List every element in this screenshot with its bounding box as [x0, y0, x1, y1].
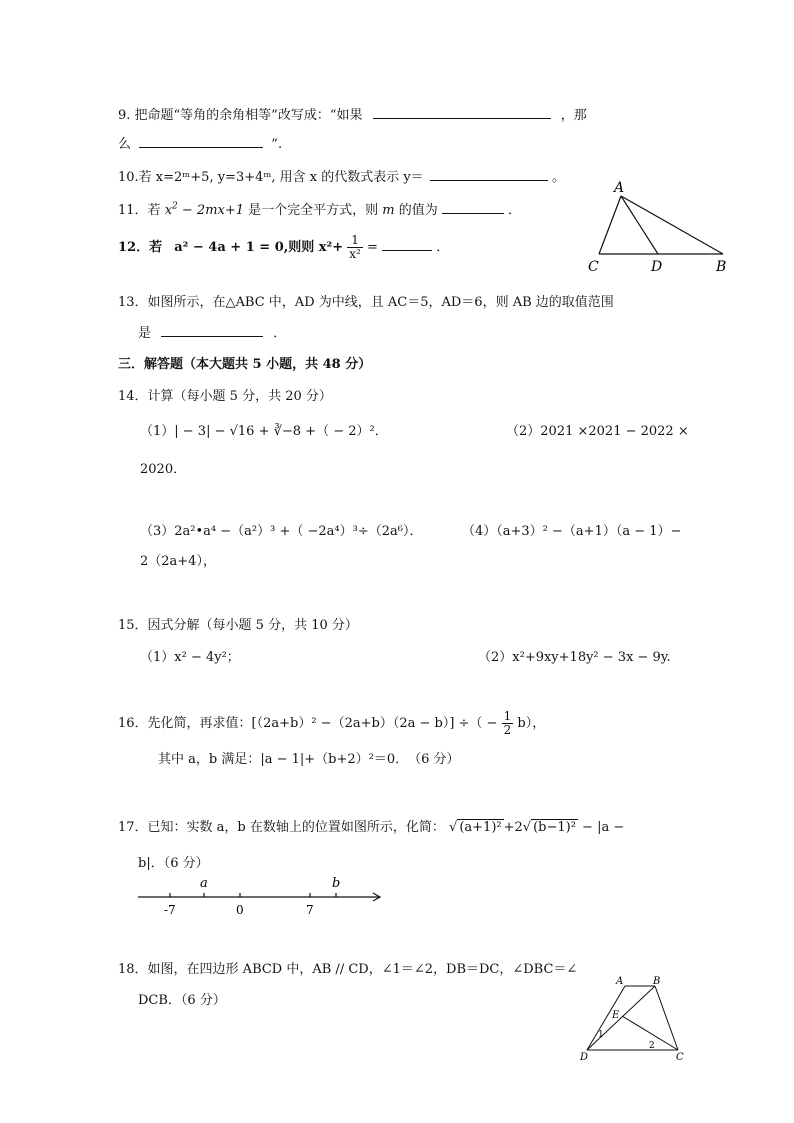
q14-part-2-cont: 2020． [140, 462, 187, 477]
quad-label-e: E [612, 1010, 620, 1021]
q16-condition: 其中 a，b 满足：|a − 1|+（b+2）²＝0． （6 分） [158, 752, 460, 767]
q16-fraction [502, 710, 514, 737]
q14-title: 14．计算（每小题 5 分，共 20 分） [118, 389, 332, 404]
q12-expr: a² − 4a + 1 = 0,则则 x²+ [174, 240, 344, 255]
number-line [134, 874, 386, 920]
section-3-heading: 三．解答题（本大题共 5 小题，共 48 分） [118, 357, 372, 372]
q11-prefix: 11．若 [118, 203, 165, 218]
number-line-label-0: 0 [236, 903, 244, 917]
quad-label-d: D [580, 1052, 589, 1063]
quadrilateral-figure [576, 972, 698, 1064]
q11-end: ． [508, 203, 522, 218]
q14-part-3: （3）2a²•a⁴ −（a²）³ +（ −2a⁴）³÷（2a⁶）． [140, 524, 423, 539]
triangle-figure [585, 178, 735, 276]
q16-frac-num: 1 [503, 709, 512, 723]
label-c: C [588, 259, 599, 275]
q14-part-4-cont: 2（2a+4）， [140, 554, 216, 569]
number-line-label-b: b [332, 876, 341, 891]
question-18: 18．如图，在四边形 ABCD 中，AB // CD，∠1＝∠2，DB＝DC，∠DBC＝∠ [118, 962, 578, 977]
q12-fraction [347, 234, 363, 261]
quad-label-angle-1: 1 [598, 1030, 604, 1040]
quad-diagonal-db [587, 986, 655, 1050]
q12-frac-num: 1 [347, 234, 363, 248]
q15-title: 15．因式分解（每小题 5 分，共 10 分） [118, 618, 358, 633]
question-13-cont [138, 322, 286, 341]
quad-label-c: C [676, 1052, 684, 1063]
q11-mid: 是一个完全平方式，则 [244, 203, 383, 218]
q13-line2: 是 [138, 326, 152, 341]
label-b: B [716, 259, 727, 275]
label-d: D [651, 259, 663, 275]
triangle-side-ac [599, 196, 621, 254]
quad-label-a: A [616, 976, 624, 987]
question-13 [118, 291, 614, 310]
q17-radicand-2: (b−1)² [533, 820, 576, 835]
question-12 [118, 234, 449, 261]
quad-side-bc [655, 986, 678, 1050]
q10-end: 。 [551, 170, 565, 185]
number-line-label-7: 7 [306, 903, 314, 917]
q13-end: ． [273, 326, 287, 341]
question-10 [118, 166, 565, 185]
q17-plus2: +2 [503, 820, 523, 835]
q13-line1: 13．如图所示，在△ABC 中，AD 为中线，且 AC＝5，AD＝6，则 AB 边的取值范围 [118, 295, 614, 310]
q12-frac-den: x² [349, 247, 361, 261]
q11-suffix: 的值为 [394, 203, 438, 218]
q12-prefix: 12．若 [118, 240, 163, 255]
quad-label-angle-2: 2 [649, 1041, 655, 1051]
q13-blank[interactable] [161, 324, 263, 337]
q11-var-m: m [382, 203, 395, 218]
q11-blank[interactable] [442, 201, 504, 214]
q17-cont: b|．（6 分） [138, 856, 209, 871]
question-18-cont: DCB．（6 分） [138, 993, 226, 1008]
question-16 [118, 710, 545, 737]
q16-frac-den: 2 [503, 723, 512, 737]
q17-sqrt-1: √ (a+1)² [449, 820, 502, 835]
q16-text-a: 16．先化简，再求值：[（2a+b）² −（2a+b）（2a − b）] ÷（ − [118, 716, 498, 731]
q14-part-4: （4）（a+3）² −（a+1）（a − 1）− [462, 524, 682, 539]
q9-text-1: 9. 把命题“等角的余角相等”改写成：“如果 [118, 108, 363, 123]
q11-expr: $x^2 - 2mx+1$ [164, 201, 245, 218]
question-9-cont [118, 133, 282, 152]
q17-tail: − |a − [577, 820, 625, 835]
question-11 [118, 199, 521, 218]
q14-part-2: （2）2021 ×2021 − 2022 × [506, 424, 689, 439]
q12-eq: = [367, 240, 378, 255]
triangle-median-ad [621, 196, 658, 254]
label-a: A [614, 180, 625, 196]
number-line-label-a: a [200, 876, 208, 891]
q15-part-1: （1）x² − 4y²； [140, 650, 240, 665]
question-9 [118, 104, 587, 123]
q15-part-2: （2）x²+9xy+18y² − 3x − 9y. [478, 650, 671, 665]
q17-radicand-1: (a+1)² [459, 820, 502, 835]
q17-text: 17．已知：实数 a，b 在数轴上的位置如图所示，化简： [118, 820, 445, 835]
q9-blank-2[interactable] [139, 135, 263, 148]
q9-text-4: ”. [271, 137, 283, 152]
q10-text: 10.若 x=2ᵐ+5, y=3+4ᵐ, 用含 x 的代数式表示 y＝ [118, 170, 424, 185]
triangle-side-ab [621, 196, 723, 254]
q10-blank[interactable] [430, 168, 548, 181]
q9-blank-1[interactable] [373, 106, 551, 119]
q17-sqrt-2: √ (b−1)² [522, 820, 576, 835]
question-17 [118, 816, 624, 835]
q12-blank[interactable] [382, 238, 432, 251]
q9-text-3: 么 [118, 137, 132, 152]
q12-end: ． [436, 240, 450, 255]
quad-label-b: B [653, 976, 661, 987]
number-line-label-minus-7: -7 [164, 903, 176, 917]
q9-text-2: ，那 [560, 108, 587, 123]
q16-text-b: b）， [517, 716, 546, 731]
q14-part-1: （1）| − 3| − √16 + ∛−8 +（ − 2）²． [140, 424, 388, 439]
